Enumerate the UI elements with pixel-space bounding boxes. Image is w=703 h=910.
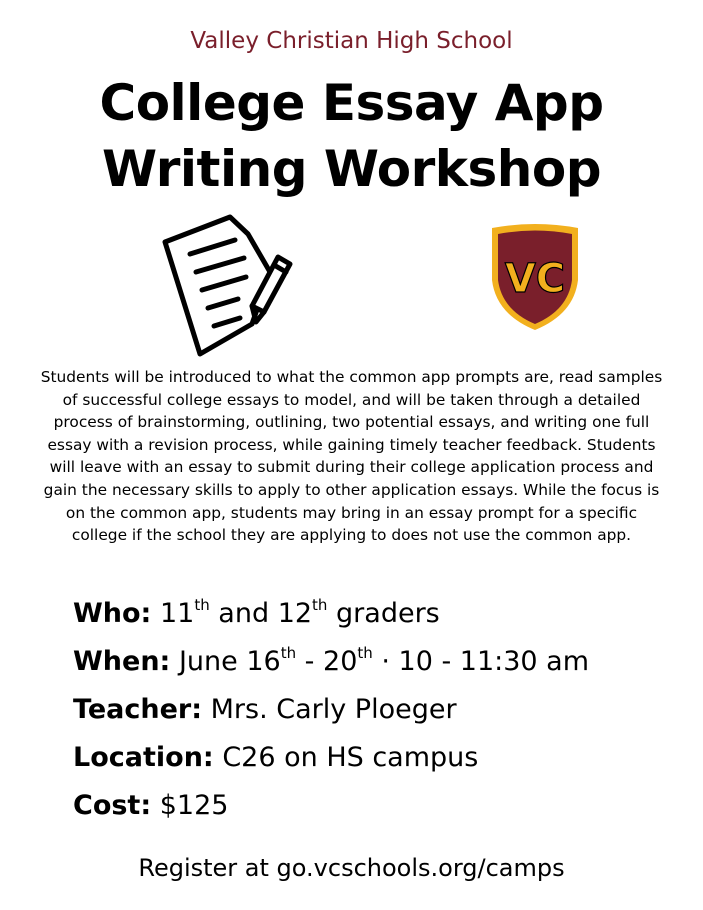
workshop-description: Students will be introduced to what the common app prompts are, read samples of successful college essays to model, and will be taken through a detailed process of brainstorming, outlining, two potential essays, and writing one full essay with a revision process, while gaining timely teacher feedback. Students will leave with an essay to submit during their college application process and gain the necessary skills to apply to other application essays. While the focus is on the common app, students may bring in an essay prompt for a specific college if the school they are applying to does not use the common app. [40,368,663,545]
page-title [0,70,703,202]
when-sup-2: th [357,644,373,662]
location-label: Location: [73,742,214,773]
teacher-value: Mrs. Carly Ploeger [210,694,457,725]
when-dash: - [304,646,315,677]
when-end: 20 [323,646,358,677]
when-sup-1: th [280,644,297,662]
who-grade-2: 12 [277,598,313,629]
school-name: Valley Christian High School [190,28,513,54]
who-sup-2: th [312,596,328,614]
cost-label: Cost: [73,790,152,821]
teacher-label: Teacher: [73,694,203,725]
who-sup-1: th [194,596,210,614]
when-time: · 10 - 11:30 am [381,646,590,677]
title-line-1: College Essay App [99,74,604,132]
register-text: Register at go.vcschools.org/camps [138,854,565,882]
detail-when [73,638,683,686]
who-grade-1: 11 [159,598,195,629]
document-with-pencil-icon [160,212,295,361]
who-and: and [218,598,270,629]
detail-teacher [73,686,683,734]
details-list [73,590,683,830]
logo-letters: VC [504,256,566,302]
vc-shield-logo [486,222,584,338]
detail-who [73,590,683,638]
who-rest: graders [336,598,440,629]
who-label: Who: [73,598,152,629]
detail-location [73,734,683,782]
detail-cost [73,782,683,830]
when-label: When: [73,646,171,677]
cost-value: $125 [159,790,229,821]
title-line-2: Writing Workshop [101,140,602,198]
when-start: June 16 [178,646,281,677]
location-value: C26 on HS campus [222,742,479,773]
